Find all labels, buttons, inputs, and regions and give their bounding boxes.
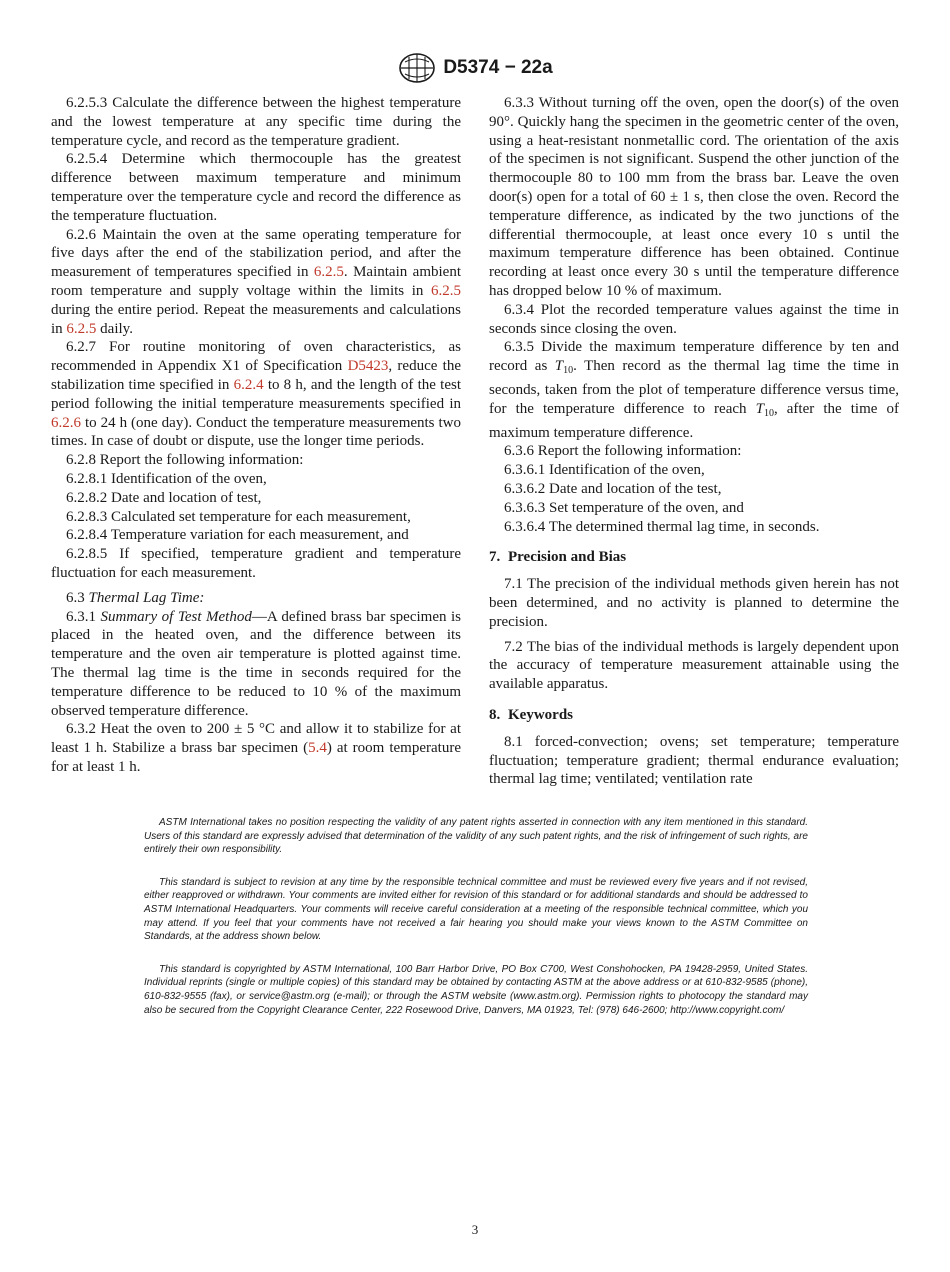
para-7-1: 7.1 The precision of the individual methods given herein has not been determined, and no activity is planned to determine the precision. [489,576,899,630]
para-6-3-6: 6.3.6 Report the following information: [504,443,742,460]
page-number: 3 [471,1222,479,1237]
para-6-2-7: 6.2.7 For routine monitoring of oven characteristics, as recommended in Appendix X1 of Specification D5423, reduce the stabilization time specified in 6.2.4 to 8 h, and the length of the test period following the initial temperature measurements specified in 6.2.6 to 24 h (one day). Conduct the temperature measurements two times. In case of doubt or dispute, use the longer time periods. [51,339,461,450]
para-6-3-4: 6.3.4 Plot the recorded temperature values against the time in seconds since closing the oven. [489,301,899,337]
notice-copyright: This standard is copyrighted by ASTM International, 100 Barr Harbor Drive, PO Box C700, West Conshohocken, PA 19428-2959, United States. Individual reprints (single or multiple copies) of this standard may be obtained by contacting ASTM at the above address or at 610-832-9585 (phone), 610-832-9555 (fax), or service@astm.org (e-mail); or through the ASTM website (www.astm.org). Permission rights to photocopy the standard may also be secured from the Copyright Clearance Center, 222 Rosewood Drive, Danvers, MA 01923, Tel: (978) 646-2600; http://www.copyright.com/ [144,963,808,1016]
notice-revision: This standard is subject to revision at any time by the responsible technical committee and must be reviewed every five years and if not revised, either reapproved or withdrawn. Your comments are invited either for revision of this standard or for additional standards and should be addressed to ASTM International Headquarters. Your comments will receive careful consideration at a meeting of the responsible technical committee, which you may attend. If you feel that your comments have not received a fair hearing you should make your views known to the ASTM Committee on Standards, at the address shown below. [144,876,808,943]
ref-link[interactable]: 6.2.5 [66,320,97,337]
para-6-3-6-1: 6.3.6.1 Identification of the oven, [504,462,705,479]
para-6-2-8: 6.2.8 Report the following information: [66,452,304,469]
left-column [51,94,461,777]
para-6-3-5: 6.3.5 Divide the maximum temperature difference by ten and record as $T_{10}$. Then record as the thermal lag time the time in seconds, taken from the plot of temperature difference versus time, for the temperature difference to reach $T_{10}$, after the time of maximum temperature difference. [489,339,899,441]
ref-link[interactable]: 6.2.5 [313,264,344,281]
standard-designation: D5374 − 22a [443,57,553,78]
para-6-2-8-1: 6.2.8.1 Identification of the oven, [66,470,267,487]
para-6-3-6-2: 6.3.6.2 Date and location of the test, [504,480,722,497]
para-6-2-8-3: 6.2.8.3 Calculated set temperature for each measurement, [66,508,411,525]
notice-patent: ASTM International takes no position respecting the validity of any patent rights asserted in connection with any item mentioned in this standard. Users of this standard are expressly advised that determination of the validity of any such patent rights, and the risk of infringement of such rights, are entirely their own responsibility. [144,817,808,856]
section-heading-precision-bias: 7. Precision and Bias [489,549,627,566]
para-6-3-2: 6.3.2 Heat the oven to 200 ± 5 °C and allow it to stabilize for at least 1 h. Stabilize a brass bar specimen (5.4) at room temperature for at least 1 h. [51,721,461,775]
para-6-2-5-3: 6.2.5.3 Calculate the difference between the highest temperature and the lowest temperature at any specific time during the temperature cycle, and record as the temperature gradient. [51,95,461,149]
right-column [489,94,899,789]
ref-link[interactable]: 6.2.4 [233,376,264,393]
ref-link[interactable]: D5423 [347,358,389,375]
astm-notices [144,816,808,1036]
section-heading-keywords: 8. Keywords [489,706,573,723]
astm-logo-icon [397,52,437,84]
para-8-1: 8.1 forced-convection; ovens; set temperature; temperature fluctuation; temperature gradient; thermal endurance evaluation; thermal lag time; ventilated; ventilation rate [489,733,899,788]
ref-link[interactable]: 5.4 [308,740,327,757]
para-6-3-1: 6.3.1 Summary of Test Method—A defined brass bar specimen is placed in the heated oven, and the difference between its temperature and the oven air temperature is plotted against time. The thermal lag time is the time in seconds required for the temperature difference to be reduced to 10 % of the maximum observed temperature difference. [51,608,461,719]
para-6-3: 6.3 Thermal Lag Time: [66,589,205,606]
page-header [0,52,950,84]
para-6-2-6: 6.2.6 Maintain the oven at the same operating temperature for five days after the end of the stabilization period, and after the measurement of temperatures specified in 6.2.5. Maintain ambient room temperature and supply voltage within the limits in 6.2.5 during the entire period. Repeat the measurements and calculations in 6.2.5 daily. [51,226,461,337]
para-6-2-8-2: 6.2.8.2 Date and location of test, [66,489,262,506]
para-7-2: 7.2 The bias of the individual methods is largely dependent upon the accuracy of temperature measurement attainable using the available apparatus. [489,638,899,693]
ref-link[interactable]: 6.2.5 [431,282,461,299]
para-6-2-8-5: 6.2.8.5 If specified, temperature gradient and temperature fluctuation for each measurement. [51,546,461,581]
para-6-3-6-4: 6.3.6.4 The determined thermal lag time, in seconds. [504,518,820,535]
para-6-3-3: 6.3.3 Without turning off the oven, open the door(s) of the oven 90°. Quickly hang the specimen in the geometric center of the oven, using a heat-resistant nonmetallic cord. The orientation of the axis of the specimen is not significant. Suspend the other junction of the thermocouple 80 to 100 mm from the brass bar. Leave the oven door(s) open for a total of 60 ± 1 s, then close the oven. Record the temperature difference, as indicated by the two junctions of the differential thermocouple, at least once every 10 s until the maximum temperature difference has been obtained. Continue recording at least once every 30 s until the temperature difference has dropped below 10 % of maximum. [489,95,899,299]
para-6-2-5-4: 6.2.5.4 Determine which thermocouple has the greatest difference between maximum temperature and minimum temperature over the temperature cycle and record the difference as the temperature fluctuation. [51,151,461,224]
para-6-3-6-3: 6.3.6.3 Set temperature of the oven, and [504,499,744,516]
para-6-2-8-4: 6.2.8.4 Temperature variation for each measurement, and [66,527,409,544]
ref-link[interactable]: 6.2.6 [51,414,81,431]
